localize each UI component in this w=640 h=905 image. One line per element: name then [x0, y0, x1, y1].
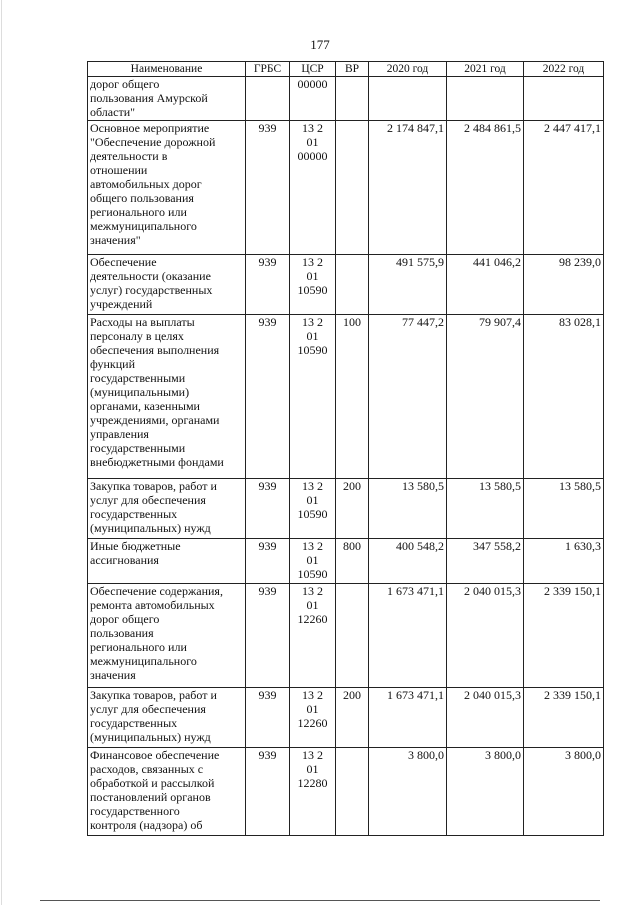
table-row — [88, 479, 604, 539]
row-grbs: 939 — [246, 255, 290, 315]
row-vr — [336, 121, 369, 255]
row-2021: 13 580,5 — [447, 479, 524, 539]
row-csr: 00000 — [290, 77, 336, 121]
table-row — [88, 77, 604, 121]
row-2021: 3 800,0 — [447, 748, 524, 836]
row-2020: 1 673 471,1 — [369, 688, 447, 748]
row-csr: 13 2 01 10590 — [290, 479, 336, 539]
row-2020: 2 174 847,1 — [369, 121, 447, 255]
row-vr — [336, 584, 369, 688]
row-vr: 200 — [336, 479, 369, 539]
row-2021: 347 558,2 — [447, 539, 524, 584]
row-vr — [336, 77, 369, 121]
column-header-grbs: ГРБС — [246, 62, 290, 77]
row-name: Основное мероприятие "Обеспечение дорожной деятельности в отношении автомобильных дорог общего пользования регионального или межмуниципального значения" — [88, 121, 246, 255]
row-name: Расходы на выплаты персоналу в целях обеспечения выполнения функций государственными (муниципальными) органами, казенными учреждениями, органами управления государственными внебюджетными фондами — [88, 315, 246, 479]
row-2020: 1 673 471,1 — [369, 584, 447, 688]
row-2020: 77 447,2 — [369, 315, 447, 479]
row-2022: 83 028,1 — [524, 315, 604, 479]
column-header-csr: ЦСР — [290, 62, 336, 77]
row-2021: 2 484 861,5 — [447, 121, 524, 255]
row-grbs: 939 — [246, 539, 290, 584]
table-row — [88, 748, 604, 836]
row-2022: 13 580,5 — [524, 479, 604, 539]
row-name: Закупка товаров, работ и услуг для обеспечения государственных (муниципальных) нужд — [88, 688, 246, 748]
page-number: 177 — [310, 37, 330, 52]
row-2022 — [524, 77, 604, 121]
budget-table — [87, 61, 604, 836]
row-name: Обеспечение деятельности (оказание услуг) государственных учреждений — [88, 255, 246, 315]
table-row — [88, 539, 604, 584]
row-2022: 2 339 150,1 — [524, 688, 604, 748]
table-header-row — [88, 62, 604, 77]
page-bottom-edge — [40, 900, 600, 901]
row-name: Финансовое обеспечение расходов, связанных с обработкой и рассылкой постановлений органов государственного контроля (надзора) об — [88, 748, 246, 836]
row-grbs — [246, 77, 290, 121]
row-2020: 13 580,5 — [369, 479, 447, 539]
row-csr: 13 2 01 10590 — [290, 255, 336, 315]
row-2022: 1 630,3 — [524, 539, 604, 584]
row-2020 — [369, 77, 447, 121]
row-csr: 13 2 01 12260 — [290, 584, 336, 688]
table-row — [88, 121, 604, 255]
table-row — [88, 315, 604, 479]
row-csr: 13 2 01 10590 — [290, 539, 336, 584]
table-row — [88, 255, 604, 315]
row-csr: 13 2 01 12280 — [290, 748, 336, 836]
table-row — [88, 584, 604, 688]
row-2020: 491 575,9 — [369, 255, 447, 315]
column-header-name: Наименование — [88, 62, 246, 77]
row-vr — [336, 748, 369, 836]
row-csr: 13 2 01 12260 — [290, 688, 336, 748]
row-vr: 200 — [336, 688, 369, 748]
row-2021: 2 040 015,3 — [447, 688, 524, 748]
table-row — [88, 688, 604, 748]
row-name: Иные бюджетные ассигнования — [88, 539, 246, 584]
row-grbs: 939 — [246, 748, 290, 836]
row-grbs: 939 — [246, 688, 290, 748]
row-2020: 3 800,0 — [369, 748, 447, 836]
column-header-vr: ВР — [336, 62, 369, 77]
row-grbs: 939 — [246, 479, 290, 539]
row-name: дорог общего пользования Амурской области" — [88, 77, 246, 121]
row-grbs: 939 — [246, 121, 290, 255]
row-csr: 13 2 01 00000 — [290, 121, 336, 255]
scan-edge-line — [1, 0, 2, 905]
row-name: Закупка товаров, работ и услуг для обеспечения государственных (муниципальных) нужд — [88, 479, 246, 539]
row-grbs: 939 — [246, 315, 290, 479]
column-header-2021: 2021 год — [447, 62, 524, 77]
row-2021: 2 040 015,3 — [447, 584, 524, 688]
row-2021 — [447, 77, 524, 121]
column-header-2022: 2022 год — [524, 62, 604, 77]
row-2022: 2 447 417,1 — [524, 121, 604, 255]
row-grbs: 939 — [246, 584, 290, 688]
row-2022: 2 339 150,1 — [524, 584, 604, 688]
row-vr: 100 — [336, 315, 369, 479]
row-2022: 98 239,0 — [524, 255, 604, 315]
row-2020: 400 548,2 — [369, 539, 447, 584]
row-csr: 13 2 01 10590 — [290, 315, 336, 479]
row-name: Обеспечение содержания, ремонта автомобильных дорог общего пользования регионального или межмуниципального значения — [88, 584, 246, 688]
column-header-2020: 2020 год — [369, 62, 447, 77]
row-2021: 79 907,4 — [447, 315, 524, 479]
row-vr: 800 — [336, 539, 369, 584]
row-vr — [336, 255, 369, 315]
row-2021: 441 046,2 — [447, 255, 524, 315]
row-2022: 3 800,0 — [524, 748, 604, 836]
